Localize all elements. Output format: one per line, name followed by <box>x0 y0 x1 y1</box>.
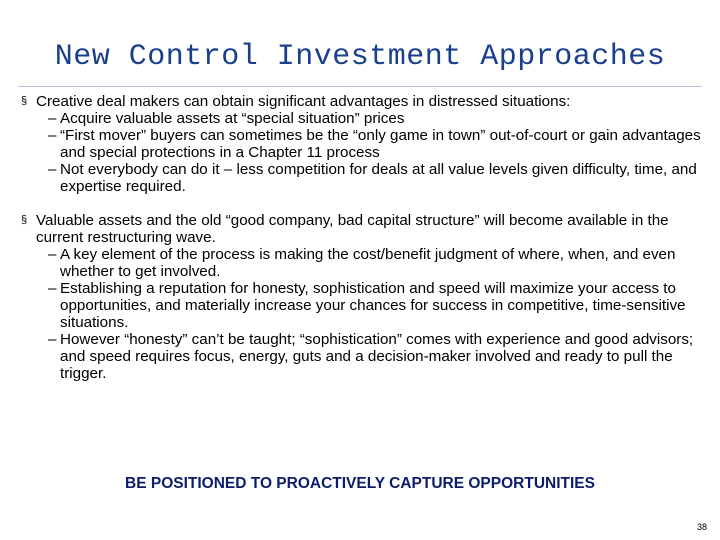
bullet-text: Creative deal makers can obtain significant advantages in distressed situations: <box>36 93 571 110</box>
dash-marker: – <box>48 110 57 127</box>
sub-bullet-text: Establishing a reputation for honesty, sophistication and speed will maximize your access to opportunities, and materially increase your chances for success in competitive, time-sensitive situations. <box>60 280 686 331</box>
dash-marker: – <box>48 246 57 263</box>
title-divider <box>18 86 702 87</box>
bullet-text: Valuable assets and the old “good company, bad capital structure” will become available in the current restructuring wave. <box>36 212 669 246</box>
bullet-marker: § <box>21 214 28 226</box>
sub-bullet <box>36 161 710 195</box>
slide-title: New Control Investment Approaches <box>54 40 666 74</box>
sub-bullet <box>36 246 710 280</box>
slide-body <box>20 93 710 382</box>
dash-marker: – <box>48 280 57 297</box>
dash-marker: – <box>48 127 57 144</box>
sub-bullet-text: A key element of the process is making the cost/benefit judgment of where, when, and even whether to get involved. <box>60 246 676 280</box>
sub-bullet-text: Acquire valuable assets at “special situation” prices <box>60 110 405 127</box>
sub-bullet-text: “First mover” buyers can sometimes be the “only game in town” out-of-court or gain advantages and special protections in a Chapter 11 process <box>60 127 701 161</box>
sub-bullet-text: Not everybody can do it – less competition for deals at all value levels given difficulty, time, and expertise required. <box>60 161 697 195</box>
sub-bullet <box>36 331 710 382</box>
sub-bullet <box>36 280 710 331</box>
sub-bullet <box>36 110 710 127</box>
sub-bullet-list <box>36 246 710 382</box>
sub-bullet-list <box>36 110 710 195</box>
sub-bullet-text: However “honesty” can’t be taught; “sophistication” comes with experience and good advisors; and speed requires focus, energy, guts and a decision-maker involved and ready to pull the trigger. <box>60 331 694 382</box>
dash-marker: – <box>48 161 57 178</box>
callout-banner: BE POSITIONED TO PROACTIVELY CAPTURE OPPORTUNITIES <box>125 475 595 492</box>
bullet-point <box>20 93 710 195</box>
bullet-marker: § <box>21 95 28 107</box>
bullet-point <box>20 212 710 382</box>
page-number: 38 <box>696 522 707 532</box>
dash-marker: – <box>48 331 57 348</box>
sub-bullet <box>36 127 710 161</box>
